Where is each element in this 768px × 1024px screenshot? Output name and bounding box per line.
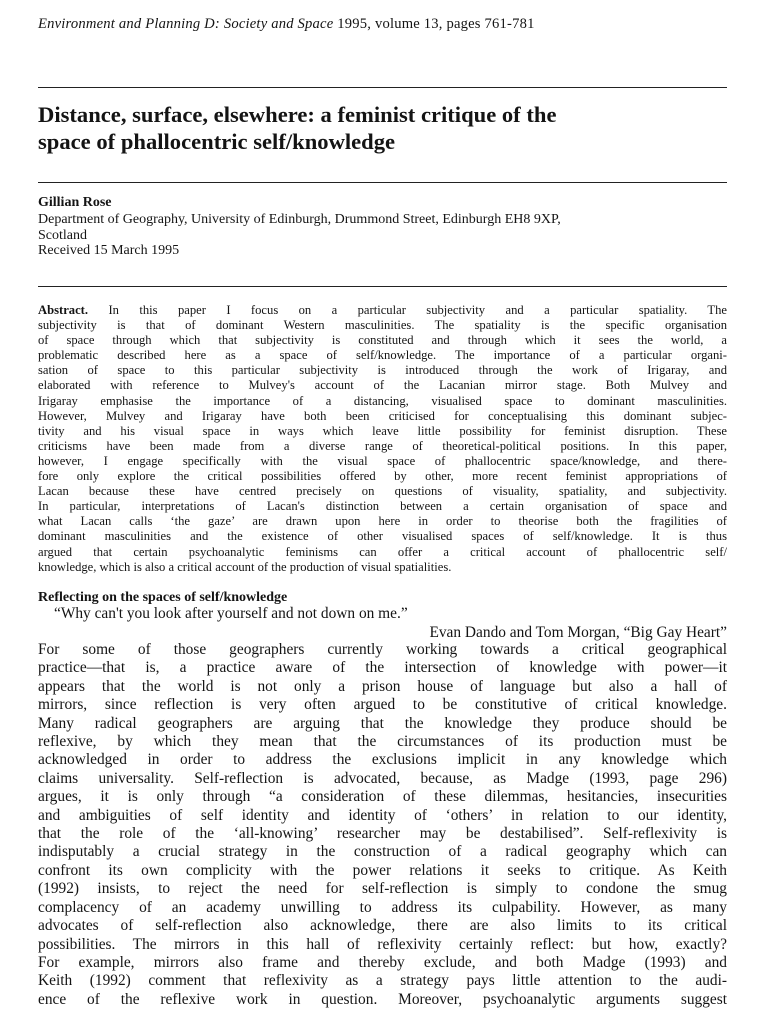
volume-pages: 1995, volume 13, pages 761-781	[337, 16, 535, 32]
epigraph-source: Evan Dando and Tom Morgan, “Big Gay Heart”	[429, 624, 727, 641]
body-line: that the role of the ‘all-knowing’ researcher may be destabilised”. Self-reflexivity is	[38, 825, 727, 843]
abstract-line	[38, 303, 727, 318]
abstract-line: criticisms have been made from a diverse range of theoretical-political positions. In this paper,	[38, 438, 727, 453]
affiliation-line: Scotland	[38, 227, 87, 243]
body-line: appears that the world is not only a prison house of language but also a hall of	[38, 677, 727, 695]
body-line: (1992) insists, to reject the need for self-reflection is simply to condone the smug	[38, 880, 727, 898]
received-date: Received 15 March 1995	[38, 243, 180, 258]
body-line: ence of the reflexive work in question. Moreover, psychoanalytic arguments suggest	[38, 990, 727, 1008]
abstract-line: However, Mulvey and Irigaray have both been criticised for conceptualising this dominant subjec-	[38, 408, 727, 423]
body-line: complacency of an academy unwilling to address its culpability. However, as many	[38, 898, 727, 916]
abstract-line: dominant masculinities and the existence of other visualised spaces of self/knowledge. It is thus	[38, 529, 727, 544]
abstract-text: In this paper I focus on a particular subjectivity and a particular spatiality. The	[108, 303, 727, 317]
section-heading: Reflecting on the spaces of self/knowledge	[38, 590, 288, 605]
abstract-line: Lacan because these have centred precisely on questions of visuality, spatiality, and subjectivity.	[38, 484, 727, 499]
abstract-line: what Lacan calls ‘the gaze’ are drawn upon here in order to theorise both the fragilities of	[38, 514, 727, 529]
affiliation	[38, 212, 738, 259]
abstract-line: fore only explore the critical possibilities offered by other, more recent feminist appropriations of	[38, 469, 727, 484]
body-line: Many radical geographers are arguing that the knowledge they produce should be	[38, 714, 727, 732]
journal-citation	[38, 16, 738, 33]
body-line: acknowledged in order to address the exclusions implicit in any knowledge which	[38, 751, 727, 769]
title-line: Distance, surface, elsewhere: a feminist critique of the	[38, 102, 557, 127]
body-line: Keith (1992) comment that reflexivity as a strategy pays little attention to the audi-	[38, 972, 727, 990]
abstract-line: knowledge, which is also a critical account of the production of visual spatialities.	[38, 559, 452, 574]
abstract-line: In particular, interpretations of Lacan's distinction between a certain organisation of space and	[38, 499, 727, 514]
journal-name: Environment and Planning D: Society and Space	[38, 16, 334, 32]
abstract-label: Abstract.	[38, 303, 89, 317]
body-text	[38, 641, 727, 1009]
abstract-line: however, I engage specifically with the visual space of phallocentric space/knowledge, and there-	[38, 453, 727, 468]
abstract-line: Irigaray emphasise the importance of a distancing, visualised space to dominant masculinities.	[38, 393, 727, 408]
body-line: practice—that is, a practice aware of the intersection of knowledge with power—it	[38, 659, 727, 677]
affiliation-line: Department of Geography, University of Edinburgh, Drummond Street, Edinburgh EH8 9XP,	[38, 212, 561, 227]
body-line: indisputably a crucial strategy in the construction of a radical geography which can	[38, 843, 727, 861]
abstract-line: tivity and his visual space in ways which leave little possibility for feminist disruption. These	[38, 423, 727, 438]
abstract-line: argued that certain psychoanalytic feminisms can offer a critical account of phallocentric self/	[38, 544, 727, 559]
body-line: For example, mirrors also frame and thereby exclude, and both Madge (1993) and	[38, 953, 727, 971]
body-line: advocates of self-reflection also acknowledge, there are also limits to its critical	[38, 917, 727, 935]
title-rule	[38, 182, 727, 183]
top-rule	[38, 87, 727, 88]
body-line: mirrors, since reflection is very often argued to be constitutive of critical knowledge.	[38, 696, 727, 714]
title-line: space of phallocentric self/knowledge	[38, 129, 396, 154]
body-line: confront its own complicity with the power relations it seeks to critique. As Keith	[38, 861, 727, 879]
body-line: claims universality. Self-reflection is advocated, because, as Madge (1993, page 296)	[38, 769, 727, 787]
abstract-rule	[38, 286, 727, 287]
body-line: For some of those geographers currently working towards a critical geographical	[38, 641, 727, 658]
abstract	[38, 303, 727, 575]
abstract-line: elaborated with reference to Mulvey's account of the Lacanian mirror stage. Both Mulvey and	[38, 378, 727, 393]
article-title	[38, 101, 738, 155]
epigraph-quote: “Why can't you look after yourself and not down on me.”	[54, 605, 408, 622]
abstract-line: of space through which that subjectivity is constituted and through which it sees the world, a	[38, 333, 727, 348]
body-line: possibilities. The mirrors in this hall of reflexivity certainly reflect: but how, exactly?	[38, 935, 727, 953]
author-name: Gillian Rose	[38, 195, 112, 210]
body-line: and ambiguities of self identity and identity of ‘others’ in relation to our identity,	[38, 806, 727, 824]
abstract-line: problematic described here as a space of self/knowledge. The importance of a particular organi-	[38, 348, 727, 363]
abstract-line: subjectivity is that of dominant Western masculinities. The spatiality is the specific organisation	[38, 318, 727, 333]
body-line: reflexive, by which they mean that the circumstances of its production must be	[38, 733, 727, 751]
abstract-line: sation of space to this particular subjectivity is introduced through the work of Irigaray, and	[38, 363, 727, 378]
body-line: argues, it is only through “a consideration of these dilemmas, hesitancies, insecurities	[38, 788, 727, 806]
